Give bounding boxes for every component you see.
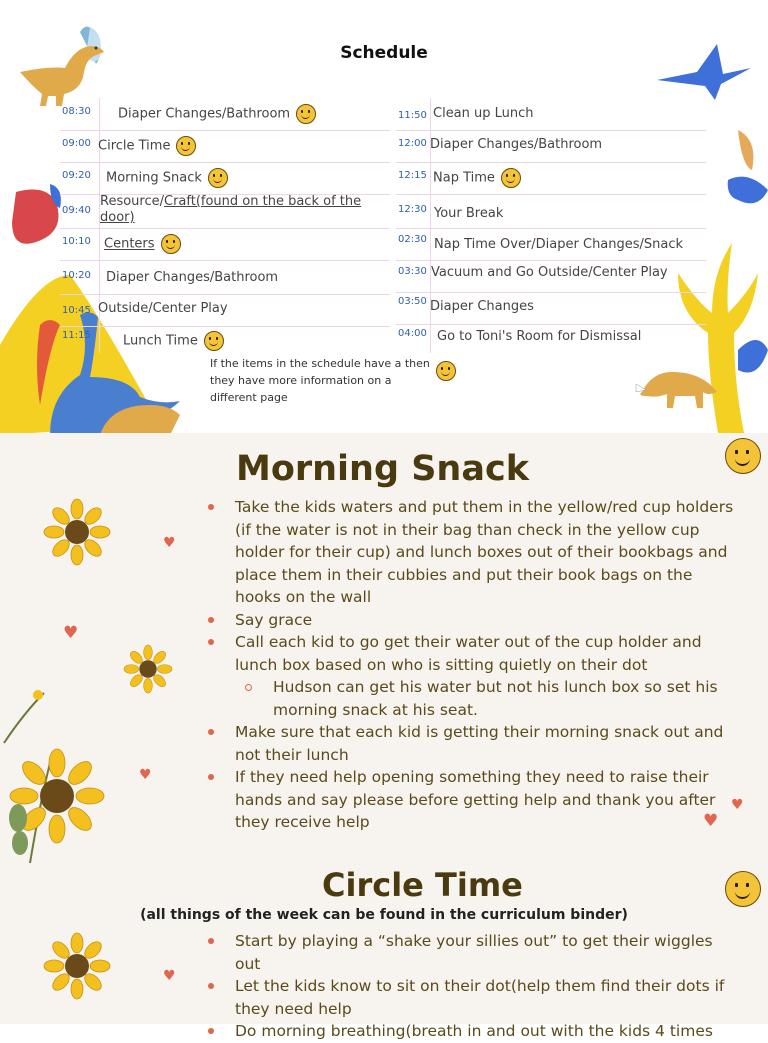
- list-item: If they need help opening something they need to raise their hands and say please before getting help and thank you after they receive help: [235, 766, 735, 834]
- schedule-time: 10:45: [62, 305, 91, 316]
- schedule-row-left-2: [60, 130, 390, 163]
- schedule-time: 09:40: [62, 205, 91, 216]
- schedule-row-right-5: [396, 228, 706, 261]
- schedule-activity: Morning Snack: [106, 168, 228, 188]
- leaf-plant-right-icon: [718, 120, 768, 215]
- schedule-activity: Resource/Craft(found on the back of the door): [100, 194, 362, 225]
- schedule-row-left-3: [60, 162, 390, 195]
- schedule-row-right-1: [396, 98, 706, 131]
- schedule-time: 09:00: [62, 138, 91, 149]
- schedule-activity: Outside/Center Play: [98, 301, 228, 316]
- schedule-time: 11:50: [398, 110, 427, 121]
- schedule-row-left-8: [60, 326, 390, 358]
- schedule-activity: Lunch Time: [123, 331, 224, 351]
- schedule-time: 03:30: [398, 266, 427, 277]
- heart-icon: ♥: [63, 623, 79, 643]
- schedule-activity: [104, 234, 181, 254]
- schedule-activity: Diaper Changes/Bathroom: [430, 137, 603, 152]
- list-item: Let the kids know to sit on their dot(help them find their dots if they need help: [235, 975, 735, 1020]
- schedule-activity: Diaper Changes/Bathroom: [118, 104, 316, 124]
- morning-snack-title: Morning Snack: [236, 449, 529, 489]
- smiley-icon: [436, 361, 456, 381]
- instructions-page: [0, 433, 768, 1040]
- centers-link[interactable]: Centers: [104, 236, 155, 252]
- schedule-activity: Clean up Lunch: [433, 106, 534, 121]
- circle-time-subtitle: (all things of the week can be found in the curriculum binder): [140, 907, 628, 923]
- circle-time-title: Circle Time: [322, 866, 523, 904]
- schedule-activity: Your Break: [434, 206, 504, 221]
- sunflower-icon: [44, 933, 110, 999]
- schedule-activity: Nap Time: [433, 168, 521, 188]
- schedule-activity: Nap Time Over/Diaper Changes/Snack: [434, 237, 684, 252]
- schedule-time: 12:00: [398, 138, 427, 149]
- circle-time-list: [235, 930, 735, 1043]
- schedule-row-left-5: [60, 228, 390, 261]
- schedule-row-left-1: [60, 98, 390, 131]
- heart-icon: ♥: [163, 968, 176, 984]
- schedule-note: If the items in the schedule have a then they have more information on a different page: [210, 357, 430, 404]
- list-item: Call each kid to go get their water out of the cup holder and lunch box based on who is sitting quietly on their dot: [235, 631, 735, 676]
- schedule-row-right-7: [396, 292, 706, 325]
- smiley-icon: [204, 331, 224, 351]
- sunflower-icon: [124, 645, 172, 693]
- morning-snack-list: [235, 496, 735, 834]
- list-item: Make sure that each kid is getting their morning snack out and not their lunch: [235, 721, 735, 766]
- schedule-activity: Diaper Changes/Bathroom: [106, 270, 279, 285]
- triceratops-icon: [632, 362, 722, 417]
- list-item: Do morning breathing(breath in and out with the kids 4 times: [235, 1020, 735, 1043]
- schedule-page: [0, 0, 768, 433]
- schedule-row-left-4: [60, 194, 390, 229]
- schedule-time: 10:10: [62, 236, 91, 247]
- sunflower-branch-icon: [0, 683, 112, 868]
- schedule-row-right-8: [396, 324, 706, 356]
- smiley-icon: [501, 168, 521, 188]
- smiley-icon: [296, 104, 316, 124]
- heart-icon: ♥: [163, 535, 176, 551]
- heart-icon: ♥: [731, 797, 744, 813]
- schedule-activity: Circle Time: [98, 136, 196, 156]
- craft-link-cont[interactable]: door): [100, 210, 135, 225]
- schedule-row-right-4: [396, 194, 706, 229]
- smiley-icon: [725, 438, 761, 474]
- list-item: Take the kids waters and put them in the yellow/red cup holders (if the water is not in their bag than check in the yellow cup holder for their cup) and lunch boxes out of their bookbags and place them in their cubbies and put their book bags on the hooks on the wall: [235, 496, 735, 609]
- sunflower-icon: [44, 499, 110, 565]
- red-leaf-left-icon: [6, 182, 66, 257]
- schedule-time: 03:50: [398, 296, 427, 307]
- schedule-row-left-6: [60, 262, 390, 295]
- list-item: Say grace: [235, 609, 735, 632]
- smiley-icon: [208, 168, 228, 188]
- schedule-activity: Vacuum and Go Outside/Center Play: [431, 265, 668, 280]
- schedule-time: 08:30: [62, 106, 91, 117]
- schedule-row-right-6: [396, 260, 706, 293]
- schedule-time: 04:00: [398, 328, 427, 339]
- smiley-icon: [725, 871, 761, 907]
- schedule-time: 11:15: [62, 330, 91, 341]
- list-item: Start by playing a “shake your sillies out” to get their wiggles out: [235, 930, 735, 975]
- heart-icon: ♥: [703, 811, 719, 831]
- schedule-activity: Go to Toni's Room for Dismissal: [437, 329, 642, 344]
- schedule-time: 10:20: [62, 270, 91, 281]
- schedule-time: 12:15: [398, 170, 427, 181]
- list-sub-item: Hudson can get his water but not his lunch box so set his morning snack at his seat.: [235, 676, 735, 721]
- heart-icon: ♥: [139, 767, 152, 783]
- schedule-time: 12:30: [398, 204, 427, 215]
- schedule-row-left-7: [60, 294, 390, 327]
- smiley-icon: [176, 136, 196, 156]
- schedule-row-right-2: [396, 130, 706, 163]
- craft-link[interactable]: Craft(found on the back of the: [164, 194, 362, 209]
- schedule-title: Schedule: [340, 43, 428, 63]
- smiley-icon: [161, 234, 181, 254]
- schedule-activity: Diaper Changes: [430, 299, 534, 314]
- schedule-time: 02:30: [398, 234, 427, 245]
- schedule-time: 09:20: [62, 170, 91, 181]
- schedule-row-right-3: [396, 162, 706, 195]
